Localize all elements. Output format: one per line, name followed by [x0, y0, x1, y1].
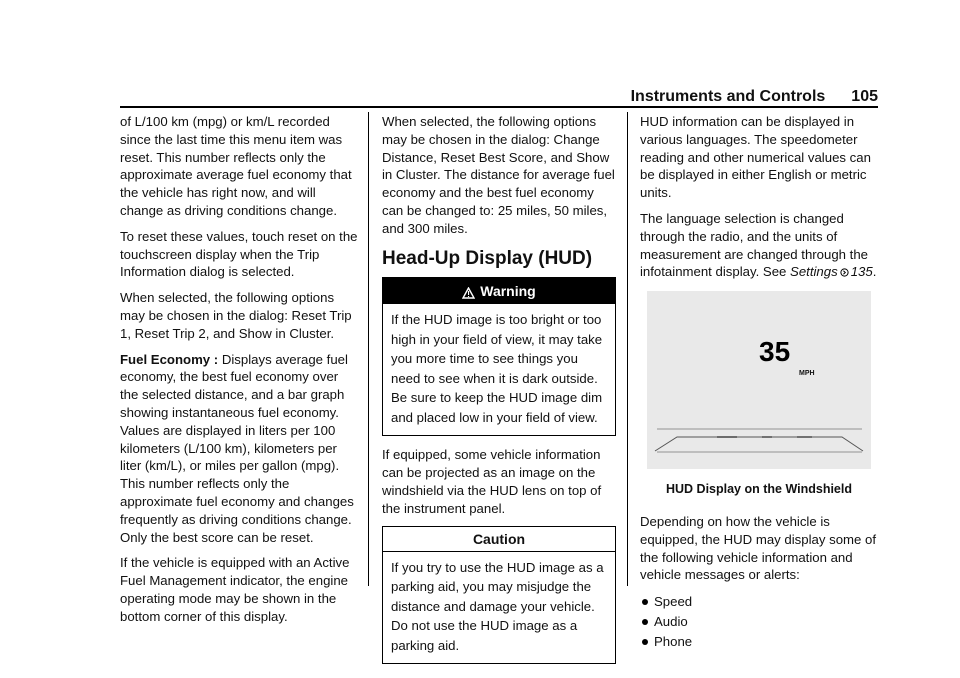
list-item: Audio	[640, 612, 878, 632]
paragraph: of L/100 km (mpg) or km/L recorded since the last time this menu item was reset. This number reflects only the approximate average fuel economy that the vehicle has right now, and will change as driving conditions change.	[120, 114, 352, 218]
hud-info-list	[640, 592, 878, 652]
paragraph-text: The language selection is changed through the radio, and the units of measurement are changed through the infotainment display. See	[640, 210, 868, 280]
hud-speed-unit: MPH	[799, 370, 815, 378]
column-2	[382, 113, 616, 664]
header-rule	[120, 106, 878, 108]
term-fuel-economy: Fuel Economy :	[120, 351, 219, 367]
section-title-header: Instruments and Controls	[630, 88, 826, 105]
settings-page-ref[interactable]: 135	[850, 264, 873, 280]
paragraph: Depending on how the vehicle is equipped, the HUD may display some of the following vehicle information and vehicle messages or alerts:	[640, 513, 877, 583]
paragraph: When selected, the following options may be chosen in the dialog: Reset Trip 1, Reset Trip 2, and Show in Cluster.	[120, 290, 352, 341]
column-1	[120, 113, 358, 634]
page-header	[120, 78, 878, 106]
page-number: 105	[851, 88, 878, 105]
caution-box	[382, 526, 616, 665]
column-divider-2	[627, 112, 628, 586]
paragraph-see-settings	[640, 210, 878, 281]
page-reference-icon	[840, 268, 849, 277]
column-3	[640, 113, 878, 652]
warning-box	[382, 277, 616, 436]
paragraph: When selected, the following options may be chosen in the dialog: Change Distance, Reset Best Score, and Show in Cluster. The distance for average fuel economy and the best fuel economy can be changed to: 25 miles, 50 miles, and 300 miles.	[382, 114, 615, 236]
paragraph: HUD information can be displayed in various languages. The speedometer reading and other numerical values can be displayed in either English or metric units.	[640, 114, 871, 201]
list-item: Speed	[640, 592, 878, 612]
paragraph: If the vehicle is equipped with an Active Fuel Management indicator, the engine operating mode may be shown in the bottom corner of this display.	[120, 555, 350, 624]
warning-label: Warning	[480, 283, 536, 300]
hud-speed-readout: 35	[759, 336, 791, 368]
paragraph: If equipped, some vehicle information can be projected as an image on the windshield via the HUD lens on top of the instrument panel.	[382, 447, 602, 516]
figure-caption: HUD Display on the Windshield	[665, 482, 852, 497]
column-divider-1	[368, 112, 369, 586]
paragraph: To reset these values, touch reset on the touchscreen display when the Trip Information dialog is selected.	[120, 228, 358, 280]
paragraph-text: Displays average fuel economy, the best fuel economy over the selected distance, and a bar graph showing instantaneous fuel economy. Values are displayed in liters per 100 kilometers (L/100 km), kilometers per liter (km/L), or miles per gallon (mpg). This number reflects only the approximate fuel economy and changes frequently as driving conditions change. Only the best score can be reset.	[120, 351, 354, 545]
paragraph-fuel-economy	[120, 351, 358, 547]
hud-figure	[647, 291, 871, 469]
caution-text: If you try to use the HUD image as a parking aid, you may misjudge the distance and damage your vehicle. Do not use the HUD image as a parking aid.	[391, 559, 604, 653]
punctuation: .	[872, 264, 877, 280]
warning-triangle-icon	[462, 287, 475, 299]
warning-text: If the HUD image is too bright or too high in your field of view, it may take you more time to see things you need to see when it is dark outside. Be sure to keep the HUD image dim and placed low in your field of view.	[391, 312, 603, 425]
list-item: Phone	[640, 632, 878, 652]
caution-header: Caution	[383, 527, 615, 552]
warning-header	[383, 278, 615, 304]
windshield-lines-graphic	[647, 291, 871, 469]
settings-link[interactable]: Settings	[790, 264, 838, 280]
hud-section-title: Head-Up Display (HUD)	[382, 247, 593, 269]
